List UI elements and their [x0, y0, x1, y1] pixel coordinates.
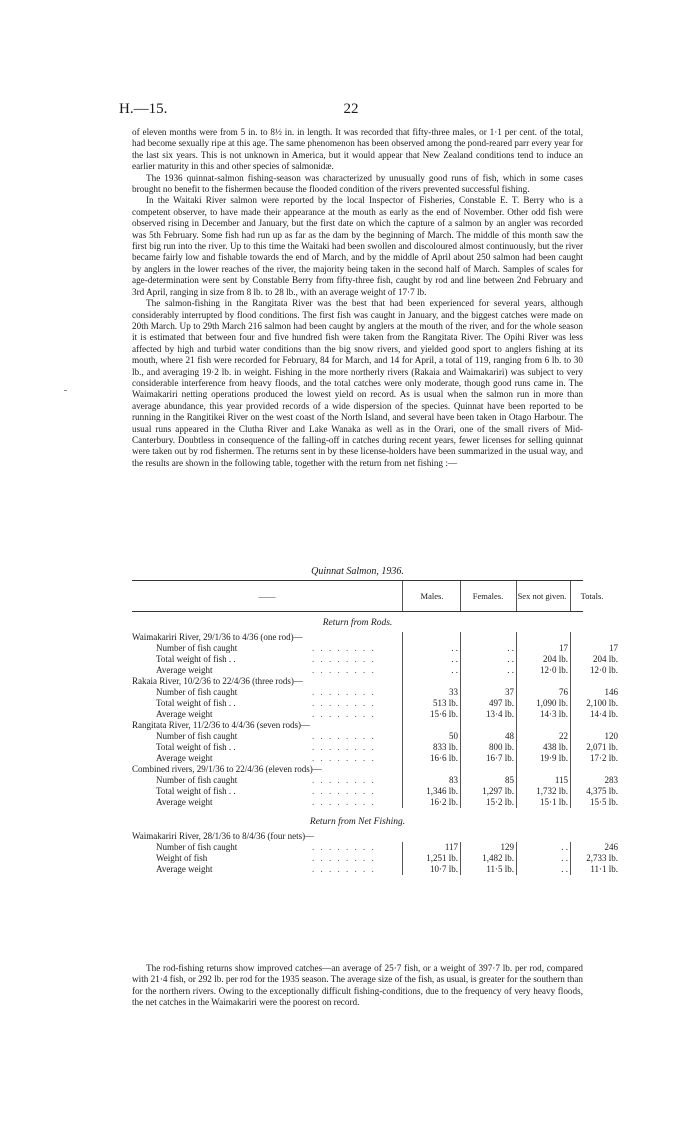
header-sex-not-given: Sex not given.: [517, 590, 567, 601]
table-header: [132, 580, 604, 612]
cell-males: 513 lb.: [432, 698, 458, 708]
margin-mark: [64, 390, 67, 391]
cell-sex-not-given: 15·1 lb.: [540, 797, 568, 807]
paragraph: The salmon-fishing in the Rangitata River was the best that had been experienced for several years, although considerably interrupted by flood conditions. The first fish was caught in January, and the biggest catches were made on 20th March. Up to 29th March 216 salmon had been caught by anglers at the mouth of the river, and for the whole season it is estimated that between four and five hundred fish were taken from the Rangitata River. The Opihi River was less affected by high and turbid water conditions than the big snow rivers, and yielded good sport to anglers fishing at its mouth, where 21 fish were recorded for February, 84 for March, and 14 for April, a total of 119, ranging from 6 lb. to 30 lb., and averaging 19·2 lb. in weight. Fishing in the more northerly rivers (Rakaia and Waimakariri) was subject to very considerable interference from heavy floods, and the total catches were only moderate, though good runs came in. The Waimakariri netting operations produced the lowest yield on record. As is usual when the salmon run in more than average abundance, this year provided records of a wide dispersion of the species. Quinnat have been reported to be running in the Rangitikei River on the west coast of the North Island, and several have been taken in Otago Harbour. The usual runs appeared in the Clutha River and Lake Wanaka as well as in the Orari, one of the small rivers of Mid-Canterbury. Doubtless in consequence of the falling-off in catches during recent years, fewer licenses for selling quinnat were taken out by rod fishermen. The returns sent in by these license-holders have been summarized in the usual way, and the results are shown in the following table, together with the return from net fishing :—: [132, 298, 583, 468]
paragraph: The 1936 quinnat-salmon fishing-season was characterized by unusually good runs of fish, which in some cases brought no benefit to the fishermen because the flooded condition of the rivers prevented successful fishing.: [132, 172, 583, 195]
column-divider: [402, 842, 403, 875]
leader-dots: . . . . . . . .: [312, 797, 376, 807]
leader-dots: . . . . . . . .: [312, 687, 376, 697]
cell-sex-not-given: 1,090 lb.: [536, 698, 568, 708]
row-label: Number of fish caught: [156, 687, 238, 697]
cell-totals: 283: [604, 775, 618, 785]
cell-males: 1,346 lb.: [426, 786, 458, 796]
column-divider: [460, 581, 461, 611]
cell-totals: 246: [604, 842, 618, 852]
cell-totals: 2,071 lb.: [586, 742, 618, 752]
column-divider: [402, 632, 403, 808]
cell-totals: 14·4 lb.: [590, 709, 618, 719]
cell-females: 1,297 lb.: [482, 786, 514, 796]
cell-totals: 2,733 lb.: [586, 853, 618, 863]
cell-sex-not-given: 14·3 lb.: [540, 709, 568, 719]
page-number: 22: [343, 101, 359, 117]
cell-totals: 17·2 lb.: [590, 753, 618, 763]
cell-females: 85: [505, 775, 514, 785]
cell-males: . .: [451, 654, 458, 664]
paragraph: of eleven months were from 5 in. to 8½ in. in length. It was recorded that fifty-three males, or 1·1 per cent. of the total, had become sexually ripe at this age. The same phenomenon has been observed among the pond-reared parr every year for the last six years. This is not unknown in America, but it would appear that New Zealand conditions tend to induce an earlier maturity in this and other species of salmonidæ.: [132, 127, 583, 172]
cell-sex-not-given: . .: [561, 853, 568, 863]
cell-females: 1,482 lb.: [482, 853, 514, 863]
column-divider: [516, 581, 517, 611]
leader-dots: . . . . . . . .: [312, 842, 376, 852]
cell-sex-not-given: 115: [554, 775, 568, 785]
cell-sex-not-given: 1,732 lb.: [536, 786, 568, 796]
row-label: Total weight of fish . .: [156, 698, 236, 708]
cell-males: 16·2 lb.: [430, 797, 458, 807]
group-title-text: Rangitata River, 11/2/36 to 4/4/36 (seven rods)—: [132, 720, 311, 730]
column-divider: [516, 842, 517, 875]
leader-dots: . . . . . . . .: [312, 709, 376, 719]
header-females: Females.: [472, 590, 504, 601]
cell-males: 15·6 lb.: [430, 709, 458, 719]
leader-dots: . . . . . . . .: [312, 775, 376, 785]
cell-males: 10·7 lb.: [430, 864, 458, 874]
row-label: Average weight: [156, 753, 213, 763]
leader-dots: . . . . . . . .: [312, 698, 376, 708]
paragraph: In the Waitaki River salmon were reported by the local Inspector of Fisheries, Constable E. T. Berry who is a competent observer, to have made their appearance at the mouth as early as the end of November. Other odd fish were observed rising in December and January, but the first date on which the capture of a salmon by an angler was recorded was 5th February. Some fish had run up as far as the dam by the beginning of March. The middle of this month saw the first big run into the river. Up to this time the Waitaki had been swollen and discoloured almost continuously, but the river became fairly low and fishable towards the end of March, and by the middle of April about 250 salmon had been caught by anglers in the lower reaches of the river, the majority being taken in the second half of March. Samples of scales for age-determination were sent by Constable Berry from fifty-three fish, caught by rod and line between 2nd February and 3rd April, ranging in size from 8 lb. to 28 lb., with an average weight of 17·7 lb.: [132, 195, 583, 297]
group-title-text: Waimakariri River, 29/1/36 to 4/36 (one rod)—: [132, 632, 303, 642]
row-label: Average weight: [156, 797, 213, 807]
cell-females: 497 lb.: [488, 698, 514, 708]
cell-females: 13·4 lb.: [486, 709, 514, 719]
leader-dots: . . . . . . . .: [312, 864, 376, 874]
cell-females: 37: [505, 687, 514, 697]
cell-sex-not-given: 19·9 lb.: [540, 753, 568, 763]
column-divider: [460, 632, 461, 808]
group-title-text: Rakaia River, 10/2/36 to 22/4/36 (three rods)—: [132, 676, 303, 686]
leader-dots: . . . . . . . .: [312, 853, 376, 863]
column-divider: [460, 842, 461, 875]
cell-sex-not-given: 12·0 lb.: [540, 665, 568, 675]
cell-males: 83: [449, 775, 458, 785]
section-title-nets: Return from Net Fishing.: [309, 817, 406, 827]
cell-males: . .: [451, 665, 458, 675]
cell-sex-not-given: 438 lb.: [542, 742, 568, 752]
header-males: Males.: [420, 590, 444, 601]
cell-sex-not-given: 17: [559, 643, 568, 653]
cell-males: . .: [451, 643, 458, 653]
row-label: Total weight of fish . .: [156, 786, 236, 796]
cell-females: 16·7 lb.: [486, 753, 514, 763]
closing-text: [132, 963, 583, 1009]
cell-females: 800 lb.: [488, 742, 514, 752]
cell-totals: 11·1 lb.: [590, 864, 618, 874]
column-divider: [402, 581, 403, 611]
cell-females: 15·2 lb.: [486, 797, 514, 807]
cell-totals: 15·5 lb.: [590, 797, 618, 807]
leader-dots: . . . . . . . .: [312, 742, 376, 752]
row-label: Number of fish caught: [156, 643, 238, 653]
cell-males: 1,251 lb.: [426, 853, 458, 863]
cell-females: . .: [507, 665, 514, 675]
row-label: Average weight: [156, 665, 213, 675]
cell-totals: 2,100 lb.: [586, 698, 618, 708]
column-divider: [570, 581, 571, 611]
cell-males: 33: [449, 687, 458, 697]
cell-males: 833 lb.: [432, 742, 458, 752]
cell-totals: 120: [604, 731, 618, 741]
cell-sex-not-given: 76: [559, 687, 568, 697]
header-totals: Totals.: [580, 590, 604, 601]
paragraph: The rod-fishing returns show improved catches—an average of 25·7 fish, or a weight of 397·7 lb. per rod, compared with 21·4 fish, or 292 lb. per rod for the 1935 season. The average size of the fish, as usual, is greater for the southern than for the northern rivers. Owing to the exceptionally difficult fishing-conditions, due to the frequency of very heavy floods, the net catches in the Waimakariri were the poorest on record.: [132, 963, 583, 1008]
cell-sex-not-given: 204 lb.: [542, 654, 568, 664]
row-label: Average weight: [156, 709, 213, 719]
cell-females: . .: [507, 643, 514, 653]
leader-dots: . . . . . . . .: [312, 665, 376, 675]
leader-dots: . . . . . . . .: [312, 786, 376, 796]
row-label: Total weight of fish . .: [156, 654, 236, 664]
table-caption: Quinnat Salmon, 1936.: [311, 566, 404, 577]
cell-totals: 204 lb.: [592, 654, 618, 664]
page-header: [119, 101, 583, 119]
cell-totals: 12·0 lb.: [590, 665, 618, 675]
row-label: Average weight: [156, 864, 213, 874]
column-divider: [570, 842, 571, 875]
row-label: Weight of fish: [156, 853, 208, 863]
body-text: [132, 127, 583, 469]
cell-totals: 146: [604, 687, 618, 697]
leader-dots: . . . . . . . .: [312, 643, 376, 653]
cell-totals: 4,375 lb.: [586, 786, 618, 796]
row-label: Number of fish caught: [156, 775, 238, 785]
cell-females: 129: [500, 842, 514, 852]
group-title-text: Waimakariri River, 28/1/36 to 8/4/36 (four nets)—: [132, 831, 315, 841]
cell-females: . .: [507, 654, 514, 664]
cell-females: 48: [505, 731, 514, 741]
group-title-text: Combined rivers, 29/1/36 to 22/4/36 (eleven rods)—: [132, 764, 322, 774]
leader-dots: . . . . . . . .: [312, 654, 376, 664]
leader-dots: . . . . . . . .: [312, 731, 376, 741]
cell-males: 50: [449, 731, 458, 741]
table-body: [132, 612, 618, 942]
leader-dots: . . . . . . . .: [312, 753, 376, 763]
column-divider: [516, 632, 517, 808]
row-label: Number of fish caught: [156, 842, 238, 852]
section-title-rods: Return from Rods.: [322, 618, 393, 628]
cell-sex-not-given: 22: [559, 731, 568, 741]
header-label: ——: [258, 590, 276, 601]
cell-sex-not-given: . .: [561, 864, 568, 874]
column-divider: [570, 632, 571, 808]
group-title: [132, 831, 583, 842]
cell-males: 117: [444, 842, 458, 852]
cell-totals: 17: [609, 643, 618, 653]
row-label: Number of fish caught: [156, 731, 238, 741]
row-label: Total weight of fish . .: [156, 742, 236, 752]
cell-sex-not-given: . .: [561, 842, 568, 852]
cell-males: 16·6 lb.: [430, 753, 458, 763]
cell-females: 11·5 lb.: [486, 864, 514, 874]
page-reference: H.—15.: [119, 101, 168, 117]
